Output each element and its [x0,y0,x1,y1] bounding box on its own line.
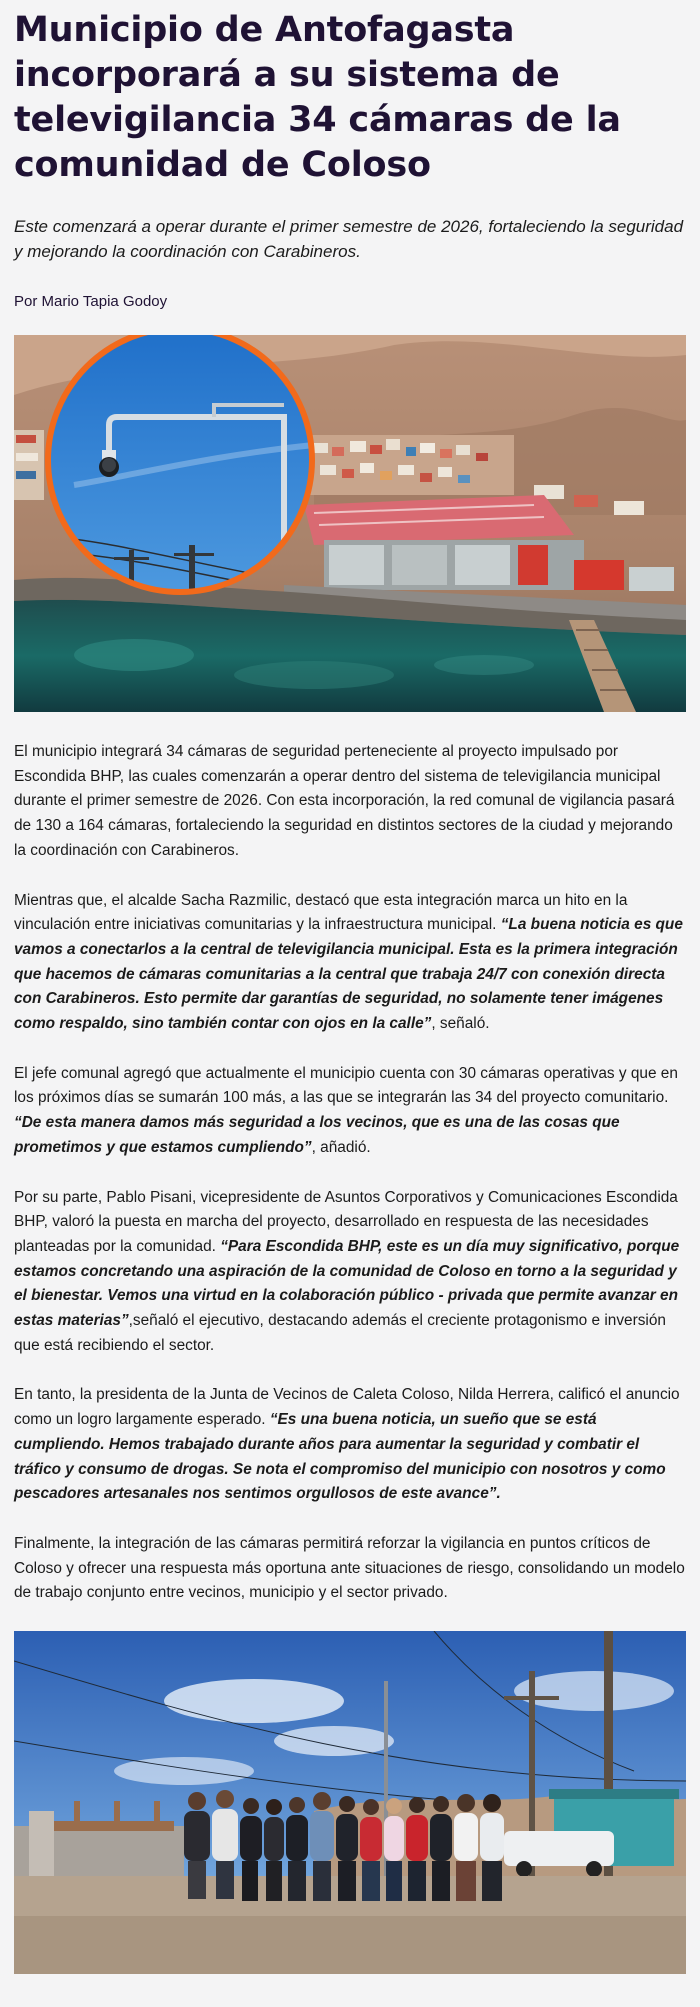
neighbors-quote: “Es una buena noticia, un sueño que se está cumpliendo. Hemos trabajado durante años para aumentar la seguridad y combatir el tráfico y consumo de drogas. Se nota el compromiso del municipio con nosotros y como pescadores artesanales nos sentimos orgullosos de este avance”. [14,1411,666,1503]
paragraph-3 [14,1062,686,1161]
mayor-quote-2: “De esta manera damos más seguridad a los vecinos, que es una de las cosas que prometimos y que estamos cumpliendo” [14,1114,620,1156]
bhp-quote: “Para Escondida BHP, este es un día muy significativo, porque estamos concretando una aspiración de la comunidad de Coloso en torno a la seguridad y el bienestar. Vemos una virtud en la colaboración público - privada que permite avanzar en estas materias” [14,1237,680,1330]
paragraph-1 [14,740,686,864]
paragraph-6-text: Finalmente, la integración de las cámaras permitirá reforzar la vigilancia en puntos críticos de Coloso y ofrecer una respuesta más oportuna ante situaciones de riesgo, consolidando un modelo de trabajo conjunto entre vecinos, municipio y el sector privado. [14,1534,685,1602]
paragraph-5 [14,1383,686,1507]
hero-aerial-photo [14,335,686,712]
paragraph-3-tail: , añadió. [311,1138,371,1156]
paragraph-4 [14,1186,686,1359]
paragraph-2-lead: Mientras que, el alcalde Sacha Razmilic, destacó que esta integración marca un hito en la vinculación entre iniciativas comunitarias y la infraestructura municipal. [14,891,628,934]
mayor-quote: “La buena noticia es que vamos a conectarlos a la central de televigilancia municipal. Esta es la primera integración que hacemos de cámaras comunitarias a la central que trabaja 24/7 con conexión directa con Carabineros. Esto permite dar garantías de seguridad, no solamente tener imágenes como respaldo, sino también contar con ojos en la calle” [14,916,683,1033]
hero-image [14,335,686,712]
paragraph-1-text: El municipio integrará 34 cámaras de seguridad perteneciente al proyecto impulsado por Escondida BHP, las cuales comenzarán a operar dentro del sistema de televigilancia municipal durante el primer semestre de 2026. Con esta incorporación, la red comunal de vigilancia pasará de 130 a 164 cámaras, fortaleciendo la seguridad en distintos sectores de la ciudad y mejorando la coordinación con Carabineros. [14,743,675,859]
article [0,8,700,1974]
paragraph-2-tail: , señaló. [431,1015,490,1033]
paragraph-3-lead: El jefe comunal agregó que actualmente el municipio cuenta con 30 cámaras operativas y que en los próximos días se sumarán 100 más, a las que se integrarán las 34 del proyecto comunitario. [14,1064,678,1107]
paragraph-6 [14,1532,686,1606]
paragraph-2 [14,889,686,1037]
article-title: Municipio de Antofagasta incorporará a su sistema de televigilancia 34 cámaras de la comunidad de Coloso [14,10,621,185]
article-body [14,740,686,1606]
group-photo [14,1631,686,1974]
group-photo-image [14,1631,686,1974]
byline: Por Mario Tapia Godoy [14,293,168,310]
article-subtitle: Este comenzará a operar durante el primer semestre de 2026, fortaleciendo la seguridad y mejorando la coordinación con Carabineros. [14,217,684,261]
paragraph-4-tail: ,señaló el ejecutivo, destacando además el creciente protagonismo e inversión que está recibiendo el sector. [14,1312,666,1354]
paragraph-4-lead: Por su parte, Pablo Pisani, vicepresidente de Asuntos Corporativos y Comunicaciones Escondida BHP, valoró la puesta en marcha del proyecto, desarrollado en respuesta de las necesidades planteadas por la comunidad. [14,1188,678,1255]
paragraph-5-lead: En tanto, la presidenta de la Junta de Vecinos de Caleta Coloso, Nilda Herrera, calificó el anuncio como un logro largamente esperado. [14,1386,680,1429]
